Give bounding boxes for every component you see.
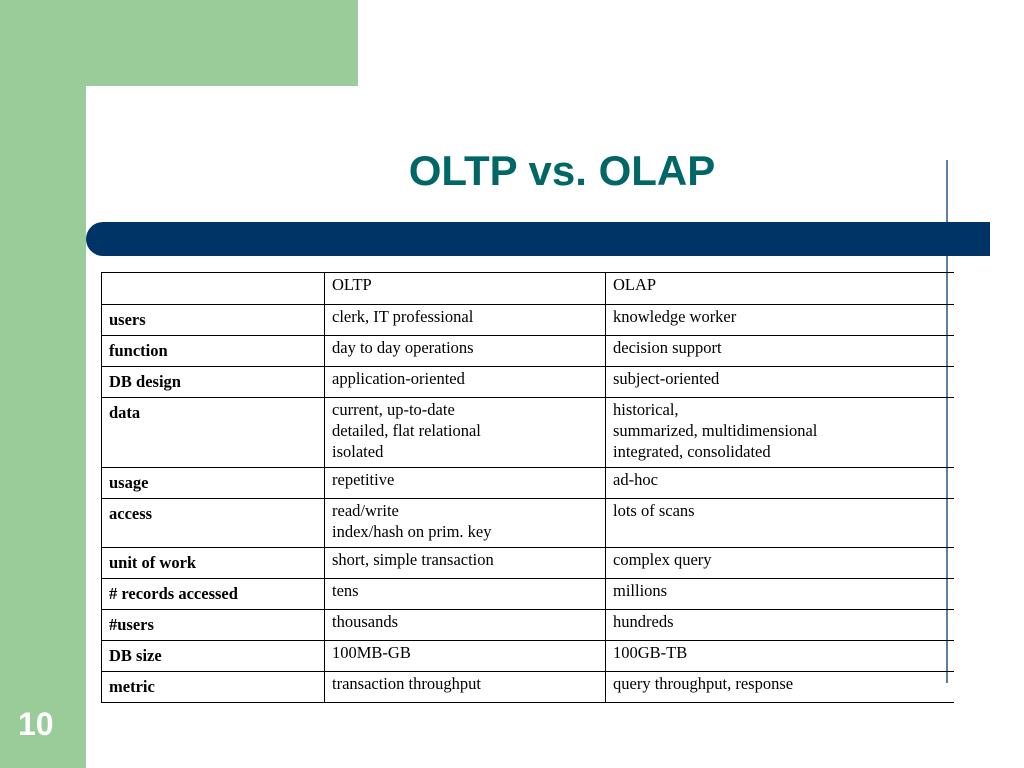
row-label: function xyxy=(102,336,325,367)
olap-cell-line: summarized, multidimensional xyxy=(613,421,818,440)
oltp-cell xyxy=(325,641,606,672)
table-row xyxy=(102,305,955,336)
oltp-cell xyxy=(325,398,606,468)
olap-cell-line: complex query xyxy=(613,550,712,569)
oltp-cell-line: current, up-to-date xyxy=(332,400,455,419)
oltp-cell-line: repetitive xyxy=(332,470,395,489)
table-row xyxy=(102,579,955,610)
olap-cell-line: knowledge worker xyxy=(613,307,737,326)
row-label: # records accessed xyxy=(102,579,325,610)
row-label: data xyxy=(102,398,325,468)
olap-cell-line: 100GB-TB xyxy=(613,643,688,662)
olap-cell-line: integrated, consolidated xyxy=(613,442,771,461)
olap-cell xyxy=(606,305,955,336)
olap-cell-line: ad-hoc xyxy=(613,470,658,489)
table-row xyxy=(102,672,955,703)
row-label: access xyxy=(102,499,325,548)
olap-cell-line: historical, xyxy=(613,400,679,419)
table-header-row xyxy=(102,273,955,305)
table-row xyxy=(102,499,955,548)
title-underline-bar xyxy=(86,222,990,256)
oltp-cell xyxy=(325,367,606,398)
table-row xyxy=(102,641,955,672)
row-label: unit of work xyxy=(102,548,325,579)
olap-cell-line: hundreds xyxy=(613,612,674,631)
oltp-cell-line: detailed, flat relational xyxy=(332,421,481,440)
left-green-band xyxy=(0,0,86,768)
row-label: users xyxy=(102,305,325,336)
oltp-cell-line: read/write xyxy=(332,501,399,520)
olap-cell-line: lots of scans xyxy=(613,501,695,520)
header-cell-oltp: OLTP xyxy=(325,273,606,305)
oltp-cell-line: day to day operations xyxy=(332,338,474,357)
olap-cell xyxy=(606,398,955,468)
oltp-cell xyxy=(325,499,606,548)
top-green-band xyxy=(0,0,358,86)
row-label: usage xyxy=(102,468,325,499)
oltp-cell-line: application-oriented xyxy=(332,369,465,388)
header-cell-empty xyxy=(102,273,325,305)
table-body xyxy=(102,273,955,703)
oltp-cell-line: isolated xyxy=(332,442,384,461)
olap-cell-line: subject-oriented xyxy=(613,369,720,388)
olap-cell-line: millions xyxy=(613,581,668,600)
row-label: #users xyxy=(102,610,325,641)
oltp-cell xyxy=(325,672,606,703)
oltp-cell xyxy=(325,548,606,579)
olap-cell xyxy=(606,579,955,610)
oltp-cell-line: thousands xyxy=(332,612,398,631)
oltp-cell xyxy=(325,610,606,641)
table-row xyxy=(102,548,955,579)
olap-cell xyxy=(606,367,955,398)
olap-cell xyxy=(606,672,955,703)
olap-cell xyxy=(606,336,955,367)
olap-cell xyxy=(606,499,955,548)
oltp-cell-line: index/hash on prim. key xyxy=(332,522,492,541)
table-row xyxy=(102,610,955,641)
table-row xyxy=(102,367,955,398)
oltp-cell xyxy=(325,579,606,610)
header-cell-olap: OLAP xyxy=(606,273,955,305)
olap-cell xyxy=(606,641,955,672)
olap-cell xyxy=(606,548,955,579)
row-label: DB size xyxy=(102,641,325,672)
page-number: 10 xyxy=(18,706,54,742)
olap-cell xyxy=(606,468,955,499)
olap-cell-line: decision support xyxy=(613,338,722,357)
oltp-cell-line: tens xyxy=(332,581,359,600)
table-row xyxy=(102,398,955,468)
oltp-cell-line: short, simple transaction xyxy=(332,550,494,569)
slide-title: OLTP vs. OLAP xyxy=(408,147,716,194)
table-row xyxy=(102,468,955,499)
oltp-cell-line: 100MB-GB xyxy=(332,643,411,662)
row-label: metric xyxy=(102,672,325,703)
table-row xyxy=(102,336,955,367)
row-label: DB design xyxy=(102,367,325,398)
olap-cell xyxy=(606,610,955,641)
comparison-table xyxy=(101,272,954,703)
olap-cell-line: query throughput, response xyxy=(613,674,794,693)
oltp-cell-line: transaction throughput xyxy=(332,674,481,693)
oltp-cell xyxy=(325,336,606,367)
oltp-cell xyxy=(325,468,606,499)
oltp-cell-line: clerk, IT professional xyxy=(332,307,474,326)
oltp-cell xyxy=(325,305,606,336)
